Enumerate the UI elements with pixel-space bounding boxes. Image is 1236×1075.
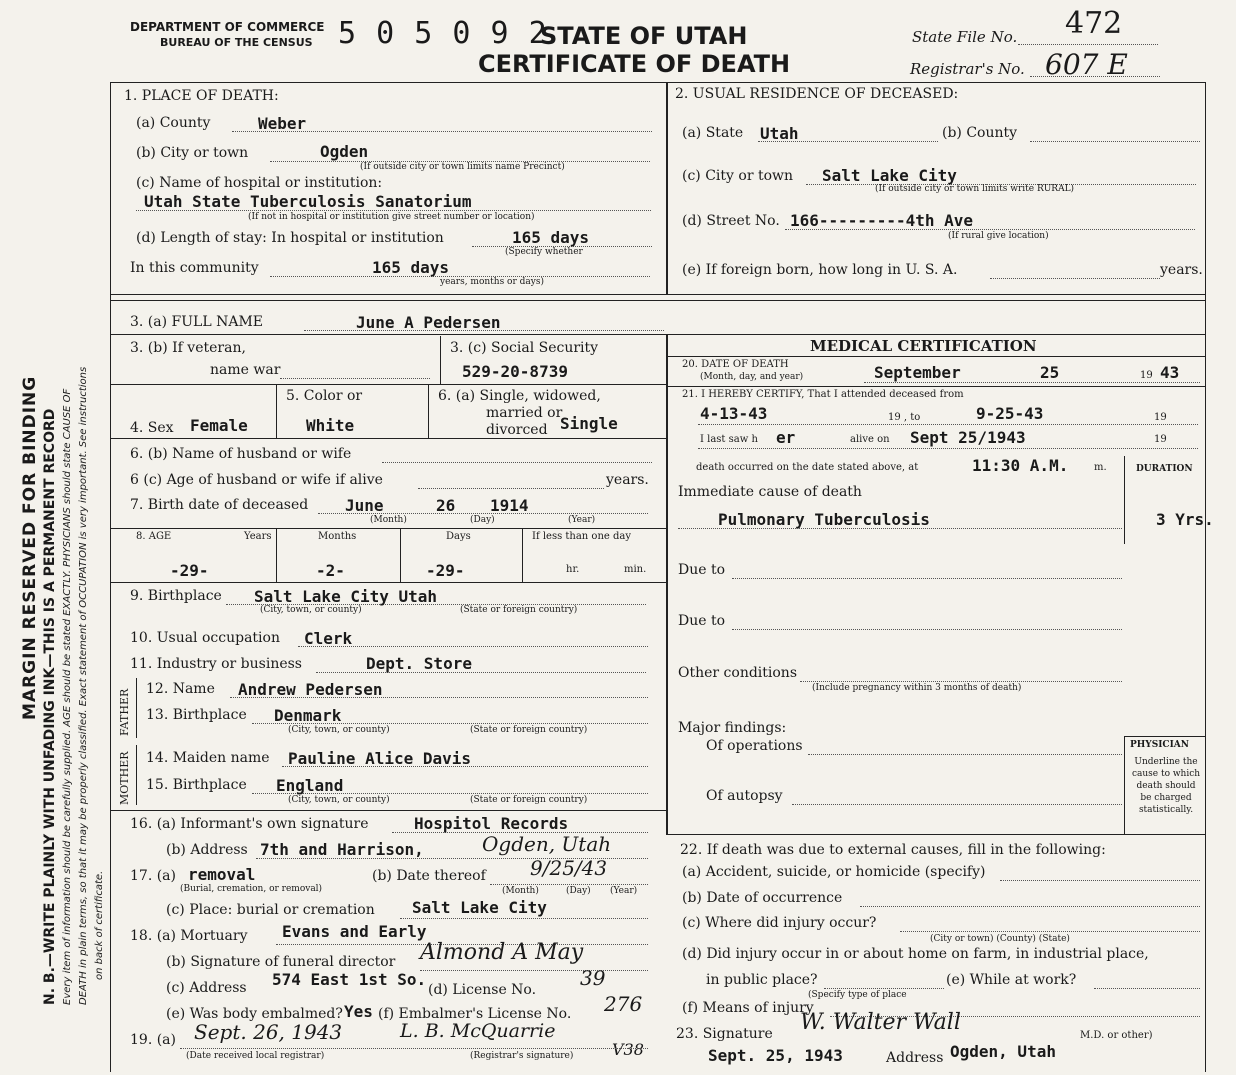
marital-label-3: divorced [486, 422, 548, 438]
alive-on-value: Sept 25/1943 [910, 428, 1026, 447]
certificate-title: CERTIFICATE OF DEATH [478, 50, 791, 78]
residence-state-label: (a) State [682, 125, 744, 141]
injury-place-label: (c) Where did injury occur? [682, 915, 877, 931]
other-conditions-note: (Include pregnancy within 3 months of death) [812, 683, 1022, 693]
age-label: 8. AGE [136, 531, 172, 542]
attended-from-date: 4-13-43 [700, 404, 768, 423]
death-city-label: (b) City or town [136, 145, 249, 161]
stay-value: 165 days [512, 228, 590, 247]
mother-note-state: (State or foreign country) [470, 795, 588, 805]
physician-address-label: Address [886, 1050, 944, 1066]
registrar-no-handwritten: V38 [612, 1040, 644, 1059]
informant-address-label: (b) Address [166, 842, 248, 858]
age-days-value: -29- [426, 561, 465, 580]
injury-home-label: (d) Did injury occur in or about home on farm, in industrial place, [682, 946, 1149, 962]
license-value: 39 [580, 966, 606, 990]
md-label: M.D. or other) [1080, 1030, 1153, 1041]
embalmer-license-value: 276 [604, 992, 643, 1016]
mother-name-label: 14. Maiden name [146, 750, 270, 766]
birth-date-label: 7. Birth date of deceased [130, 497, 309, 513]
public-place-label: in public place? [706, 972, 818, 988]
physician-note: Underline the cause to which death should be charged statistically. [1131, 757, 1201, 815]
bureau-label: BUREAU OF THE CENSUS [160, 36, 313, 49]
father-name-label: 12. Name [146, 681, 215, 697]
date-of-death-note: (Month, day, and year) [700, 372, 804, 382]
state-file-value: 472 [1065, 6, 1123, 41]
foreign-born-suffix: years. [1160, 262, 1203, 278]
physician-signature: W. Walter Wall [800, 1010, 961, 1035]
stay-note: (Specify whether [505, 247, 583, 257]
father-note-state: (State or foreign country) [470, 725, 588, 735]
burial-place-label: (c) Place: burial or cremation [166, 902, 375, 918]
social-security-label: 3. (c) Social Security [450, 340, 599, 356]
immediate-cause-value: Pulmonary Tuberculosis [718, 510, 930, 529]
community-value: 165 days [372, 258, 450, 277]
occupation-label: 10. Usual occupation [130, 630, 280, 646]
license-label: (d) License No. [428, 982, 537, 998]
war-label: name war [210, 362, 281, 378]
sex-label: 4. Sex [130, 420, 174, 436]
margin-instructions-3: on back of certificate. [94, 870, 105, 980]
occurrence-date-label: (b) Date of occurrence [682, 890, 843, 906]
death-city-note: (If outside city or town limits name Precinct) [360, 162, 565, 172]
community-note: years, months or days) [440, 277, 544, 287]
mother-side-label: MOTHER [118, 751, 131, 805]
due-to-2-label: Due to [678, 613, 726, 629]
social-security-value: 529-20-8739 [462, 362, 568, 381]
father-birthplace-label: 13. Birthplace [146, 707, 247, 723]
other-conditions-label: Other conditions [678, 665, 798, 681]
spouse-age-suffix: years. [606, 472, 649, 488]
registrar-number-value: 607 E [1045, 48, 1128, 81]
full-name-value: June A Pedersen [356, 313, 501, 332]
burial-note: (Burial, cremation, or removal) [180, 884, 323, 894]
mother-name-value: Pauline Alice Davis [288, 749, 472, 768]
informant-signature-value: Hospitol Records [414, 814, 569, 833]
death-county-value: Weber [258, 114, 307, 133]
stay-label: (d) Length of stay: In hospital or institution [136, 230, 444, 246]
physician-heading: PHYSICIAN [1130, 740, 1189, 750]
alive-on-suffix: 19 [1154, 434, 1167, 445]
hospital-value: Utah State Tuberculosis Sanatorium [144, 192, 472, 211]
attended-to-date: 9-25-43 [976, 404, 1044, 423]
mortuary-address-value: 574 East 1st So. [272, 970, 427, 989]
residence-city-value: Salt Lake City [822, 166, 957, 185]
birth-month-value: June [345, 496, 384, 515]
margin-instructions-1: Every item of information should be carefully supplied. AGE should be stated EXACTLY. PHYSICIANS should state CAUSE OF [62, 388, 73, 1005]
color-label: 5. Color or [286, 388, 363, 404]
date-of-death-century: 19 [1140, 370, 1153, 381]
date-of-death-day: 25 [1040, 363, 1060, 382]
death-county-label: (a) County [136, 115, 211, 131]
received-note: (Date received local registrar) [186, 1051, 325, 1061]
hospital-label: (c) Name of hospital or institution: [136, 175, 383, 191]
of-operations-label: Of operations [706, 738, 803, 754]
physician-address-value: Ogden, Utah [950, 1042, 1056, 1061]
death-time-suffix: m. [1094, 462, 1107, 473]
mother-birthplace-label: 15. Birthplace [146, 777, 247, 793]
certificate-number: 5 0 5 0 9 2 [338, 16, 548, 51]
certify-label: 21. I HEREBY CERTIFY, That I attended deceased from [682, 389, 964, 400]
marital-value: Single [560, 414, 618, 433]
injury-place-note: (City or town) (County) (State) [930, 934, 1070, 944]
attended-to-label: 19 , to [888, 412, 921, 423]
duration-heading: DURATION [1136, 464, 1193, 474]
residence-city-label: (c) City or town [682, 168, 794, 184]
age-hr-label: hr. [566, 564, 580, 575]
informant-address-value: 7th and Harrison, [260, 840, 424, 859]
registrar-signature-note: (Registrar's signature) [470, 1051, 574, 1061]
place-type-note: (Specify type of place [808, 990, 907, 1000]
mortuary-label: 18. (a) Mortuary [130, 928, 248, 944]
mortuary-address-label: (c) Address [166, 980, 247, 996]
of-autopsy-label: Of autopsy [706, 788, 783, 804]
occupation-value: Clerk [304, 629, 353, 648]
mother-birthplace-value: England [276, 776, 344, 795]
mortuary-value: Evans and Early [282, 922, 427, 941]
father-side-label: FATHER [118, 688, 131, 736]
birthplace-label: 9. Birthplace [130, 588, 222, 604]
major-findings-label: Major findings: [678, 720, 787, 736]
age-years-label: Years [244, 531, 272, 542]
signature-label: 23. Signature [676, 1026, 773, 1042]
sex-value: Female [190, 416, 248, 435]
disposition-month-note: (Month) [502, 886, 539, 896]
external-causes-heading: 22. If death was due to external causes, fill in the following: [680, 842, 1106, 858]
disposition-year-note: (Year) [610, 886, 638, 896]
state-title: STATE OF UTAH [540, 22, 748, 50]
birth-month-note: (Month) [370, 515, 407, 525]
mother-note-city: (City, town, or county) [288, 795, 390, 805]
place-of-death-heading: 1. PLACE OF DEATH: [124, 88, 279, 104]
accident-label: (a) Accident, suicide, or homicide (specify) [682, 864, 986, 880]
hospital-note: (If not in hospital or institution give street number or location) [248, 212, 535, 222]
received-date-value: Sept. 26, 1943 [194, 1020, 343, 1044]
residence-street-label: (d) Street No. [682, 213, 780, 229]
full-name-label: 3. (a) FULL NAME [130, 314, 263, 330]
margin-binding-note: MARGIN RESERVED FOR BINDING [20, 375, 40, 720]
informant-signature-label: 16. (a) Informant's own signature [130, 816, 369, 832]
duration-value: 3 Yrs. [1156, 510, 1214, 529]
disposition-day-note: (Day) [566, 886, 591, 896]
death-time-value: 11:30 A.M. [972, 456, 1069, 475]
alive-on-label: alive on [850, 434, 890, 445]
funeral-director-signature: Almond A May [420, 940, 584, 965]
immediate-cause-label: Immediate cause of death [678, 484, 862, 500]
last-saw-suffix: er [776, 428, 796, 447]
informant-address-handwritten: Ogden, Utah [482, 832, 612, 856]
residence-street-value: 166---------4th Ave [790, 211, 974, 230]
birth-year-value: 1914 [490, 496, 529, 515]
residence-city-note: (If outside city or town limits write RURAL) [875, 184, 1075, 194]
age-less-label: If less than one day [532, 531, 631, 542]
burial-label: 17. (a) [130, 868, 176, 884]
margin-instructions-2: DEATH in plain terms, so that it may be properly classified. Exact statement of OCCUPATION is very important. See instructions [78, 366, 89, 1005]
funeral-director-label: (b) Signature of funeral director [166, 954, 396, 970]
disposition-date-label: (b) Date thereof [372, 868, 486, 884]
date-of-death-month: September [874, 363, 961, 382]
father-name-value: Andrew Pedersen [238, 680, 383, 699]
residence-state-value: Utah [760, 124, 799, 143]
industry-value: Dept. Store [366, 654, 472, 673]
birthplace-note-city: (City, town, or county) [260, 605, 362, 615]
residence-heading: 2. USUAL RESIDENCE OF DECEASED: [675, 86, 959, 102]
age-months-label: Months [318, 531, 357, 542]
birth-day-value: 26 [436, 496, 456, 515]
embalmed-value: Yes [344, 1002, 373, 1021]
burial-place-value: Salt Lake City [412, 898, 547, 917]
means-of-injury-label: (f) Means of injury [682, 1000, 814, 1016]
death-city-value: Ogden [320, 142, 369, 161]
while-at-work-label: (e) While at work? [946, 972, 1077, 988]
registrar-number-label: Registrar's No. [910, 60, 1025, 78]
father-note-city: (City, town, or county) [288, 725, 390, 735]
age-years-value: -29- [170, 561, 209, 580]
community-label: In this community [130, 260, 259, 276]
medical-heading: MEDICAL CERTIFICATION [810, 337, 1037, 355]
residence-street-note: (If rural give location) [948, 231, 1049, 241]
father-birthplace-value: Denmark [274, 706, 342, 725]
attended-to-suffix: 19 [1154, 412, 1167, 423]
birthplace-note-state: (State or foreign country) [460, 605, 578, 615]
margin-ink-note: N. B.—WRITE PLAINLY WITH UNFADING INK—THIS IS A PERMANENT RECORD [42, 408, 58, 1005]
birth-day-note: (Day) [470, 515, 495, 525]
foreign-born-label: (e) If foreign born, how long in U. S. A. [682, 262, 958, 278]
veteran-label: 3. (b) If veteran, [130, 340, 246, 356]
due-to-1-label: Due to [678, 562, 726, 578]
last-saw-label: I last saw h [700, 434, 758, 445]
marital-label-1: 6. (a) Single, widowed, [438, 388, 601, 404]
state-file-label: State File No. [912, 28, 1018, 46]
embalmer-license-label: (f) Embalmer's License No. [378, 1006, 572, 1022]
age-min-label: min. [624, 564, 647, 575]
birth-year-note: (Year) [568, 515, 596, 525]
embalmed-label: (e) Was body embalmed? [166, 1006, 343, 1022]
spouse-age-label: 6 (c) Age of husband or wife if alive [130, 472, 383, 488]
residence-county-label: (b) County [942, 125, 1018, 141]
disposition-date-value: 9/25/43 [530, 856, 608, 880]
registrar-signature: L. B. McQuarrie [400, 1020, 556, 1042]
date-of-death-year: 43 [1160, 363, 1180, 382]
age-days-label: Days [446, 531, 471, 542]
birthplace-value: Salt Lake City Utah [254, 587, 438, 606]
department-label: DEPARTMENT OF COMMERCE [130, 20, 325, 34]
marital-label-2: married or [486, 405, 563, 421]
industry-label: 11. Industry or business [130, 656, 302, 672]
burial-value: removal [188, 865, 256, 884]
death-occurred-label: death occurred on the date stated above, at [696, 462, 919, 473]
date-of-death-label: 20. DATE OF DEATH [682, 359, 789, 370]
age-months-value: -2- [316, 561, 345, 580]
signature-date: Sept. 25, 1943 [708, 1046, 843, 1065]
spouse-name-label: 6. (b) Name of husband or wife [130, 446, 352, 462]
received-label: 19. (a) [130, 1032, 176, 1048]
race-value: White [306, 416, 355, 435]
